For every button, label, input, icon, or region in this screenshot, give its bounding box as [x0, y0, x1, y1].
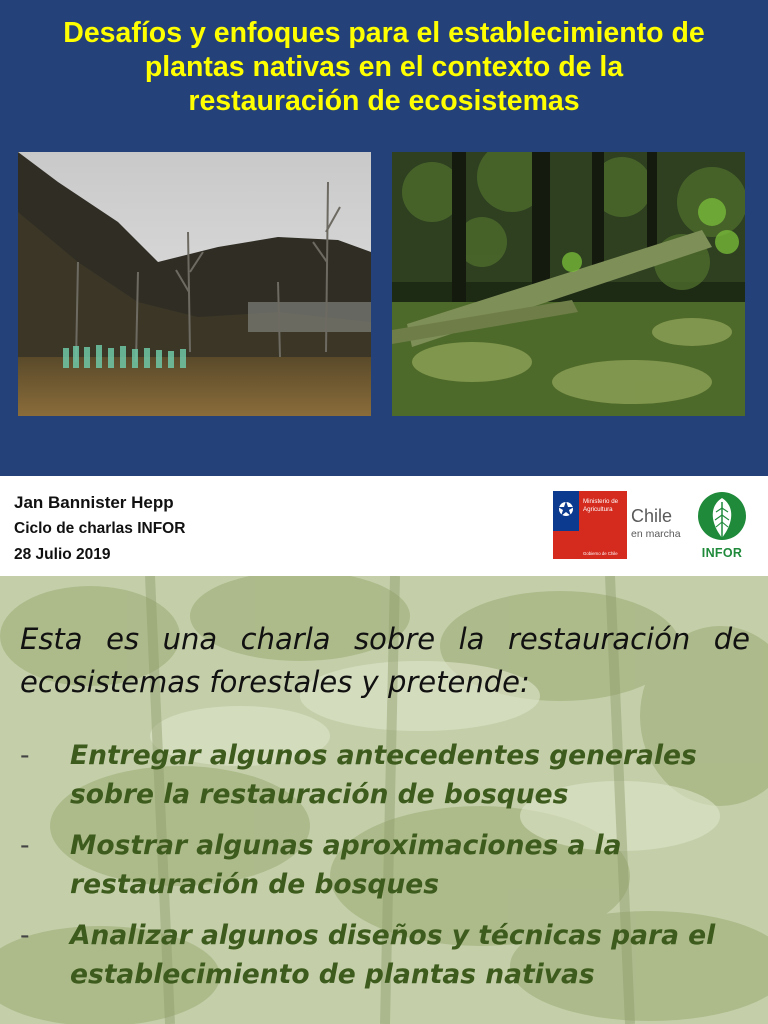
chile-en-marcha-logo — [631, 506, 683, 546]
slide-title-line: restauración de ecosistemas — [188, 85, 580, 117]
event-name: Ciclo de charlas INFOR — [14, 520, 186, 537]
bullet-dash: - — [20, 740, 30, 771]
bullet-text: Entregar algunos antecedentes generales sobre la restauración de bosques — [70, 740, 697, 810]
ministry-footer: Gobierno de Chile — [583, 551, 618, 556]
credits-bar — [0, 476, 768, 576]
bullet-dash: - — [20, 920, 30, 951]
chile-word: Chile — [631, 506, 673, 526]
ministry-line-1: Ministerio de — [583, 498, 619, 505]
event-date: 28 Julio 2019 — [14, 546, 111, 563]
list-item — [20, 916, 755, 994]
slide-title — [0, 16, 768, 118]
photo-degraded-hillside — [18, 152, 371, 416]
objectives-list — [20, 736, 755, 1006]
list-item — [20, 826, 755, 904]
author-name: Jan Bannister Hepp — [14, 493, 174, 512]
slide-title-line: Desafíos y enfoques para el establecimiento de — [63, 17, 705, 49]
author-block — [14, 490, 185, 568]
title-slide — [0, 0, 768, 476]
content-panel — [0, 576, 768, 1024]
ministry-line-2: Agricultura — [583, 506, 613, 513]
chile-sub: en marcha — [631, 528, 681, 540]
bullet-text: Mostrar algunas aproximaciones a la restauración de bosques — [70, 830, 622, 900]
slide-title-line: plantas nativas en el contexto de la — [144, 51, 624, 83]
bullet-text: Analizar algunos diseños y técnicas para el establecimiento de plantas nativas — [70, 920, 716, 990]
photo-native-forest — [392, 152, 745, 416]
bullet-dash: - — [20, 830, 30, 861]
ministry-of-agriculture-logo — [553, 491, 627, 559]
infor-logo — [686, 490, 758, 562]
intro-paragraph: Esta es una charla sobre la restauración de ecosistemas forestales y pretende: — [20, 622, 750, 699]
list-item — [20, 736, 755, 814]
infor-word: INFOR — [701, 546, 743, 560]
